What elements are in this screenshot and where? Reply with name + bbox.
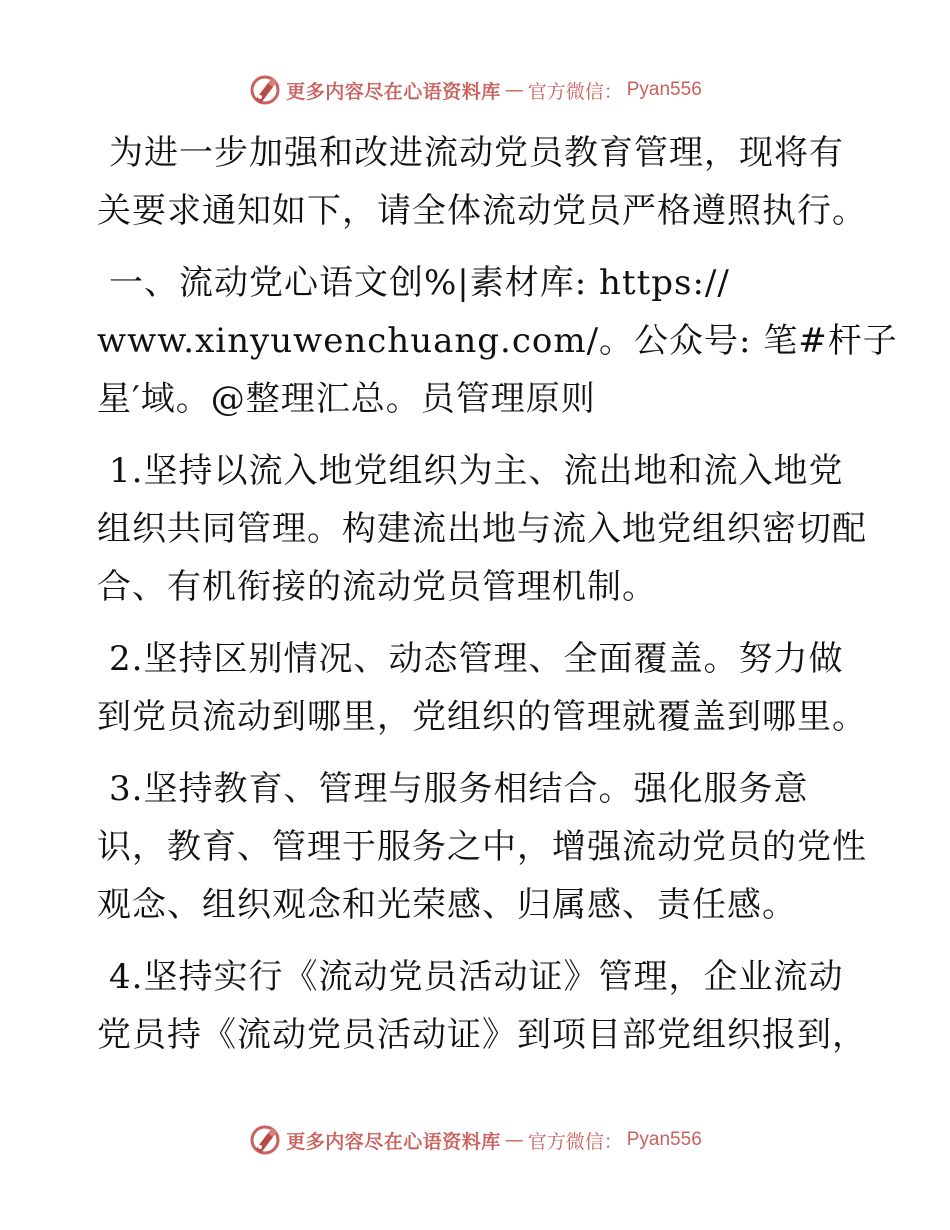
paragraph-line: 3.坚持教育、管理与服务相结合。强化服务意 [109,769,809,809]
paragraph-line: www.xinyuwenchuang.com/。公众号: 笔#杆子 [97,321,898,361]
paragraph-line: 识，教育、管理于服务之中，增强流动党员的党性 [97,827,867,867]
paragraph-line: 党员持《流动党员活动证》到项目部党组织报到， [97,1015,867,1055]
paragraph-line: 到党员流动到哪里，党组织的管理就覆盖到哪里。 [97,697,867,737]
paragraph-item-3 [97,760,867,934]
header-wechat-id: Pyan556 [626,79,702,100]
paragraph-line: 组织共同管理。构建流出地与流入地党组织密切配 [97,509,867,549]
paragraph-line: 星′域。@整理汇总。员管理原则 [97,379,596,419]
paragraph-line: 关要求通知如下，请全体流动党员严格遵照执行。 [97,191,867,231]
paragraph-line: 合、有机衔接的流动党员管理机制。 [97,567,657,607]
paragraph-line: 观念、组织观念和光荣感、归属感、责任感。 [97,885,797,925]
paragraph-line: 2.坚持区别情况、动态管理、全面覆盖。努力做 [109,639,844,679]
paragraph-item-1 [97,442,867,616]
header-brand-text: 更多内容尽在心语资料库 [286,80,501,103]
footer-separator: — [504,1129,524,1151]
footer-banner [0,1122,950,1158]
footer-brand-text: 更多内容尽在心语资料库 [286,1130,501,1153]
paragraph-line: 为进一步加强和改进流动党员教育管理，现将有 [109,133,844,173]
document-body [97,124,898,1078]
footer-wechat-label: 官方微信： [527,1130,623,1153]
pen-nib-circle-icon [248,1123,282,1157]
paragraph-intro [97,124,867,240]
paragraph-line: 一、流动党心语文创%|素材库: https:// [109,263,730,303]
header-banner [0,72,950,108]
header-separator: — [504,79,524,101]
paragraph-item-4 [97,948,867,1064]
header-wechat-label: 官方微信： [527,80,623,103]
footer-wechat-id: Pyan556 [626,1129,702,1150]
paragraph-section-one [97,254,898,428]
paragraph-item-2 [97,630,867,746]
paragraph-line: 1.坚持以流入地党组织为主、流出地和流入地党 [109,451,844,491]
paragraph-line: 4.坚持实行《流动党员活动证》管理，企业流动 [109,957,844,997]
pen-nib-circle-icon [248,73,282,107]
